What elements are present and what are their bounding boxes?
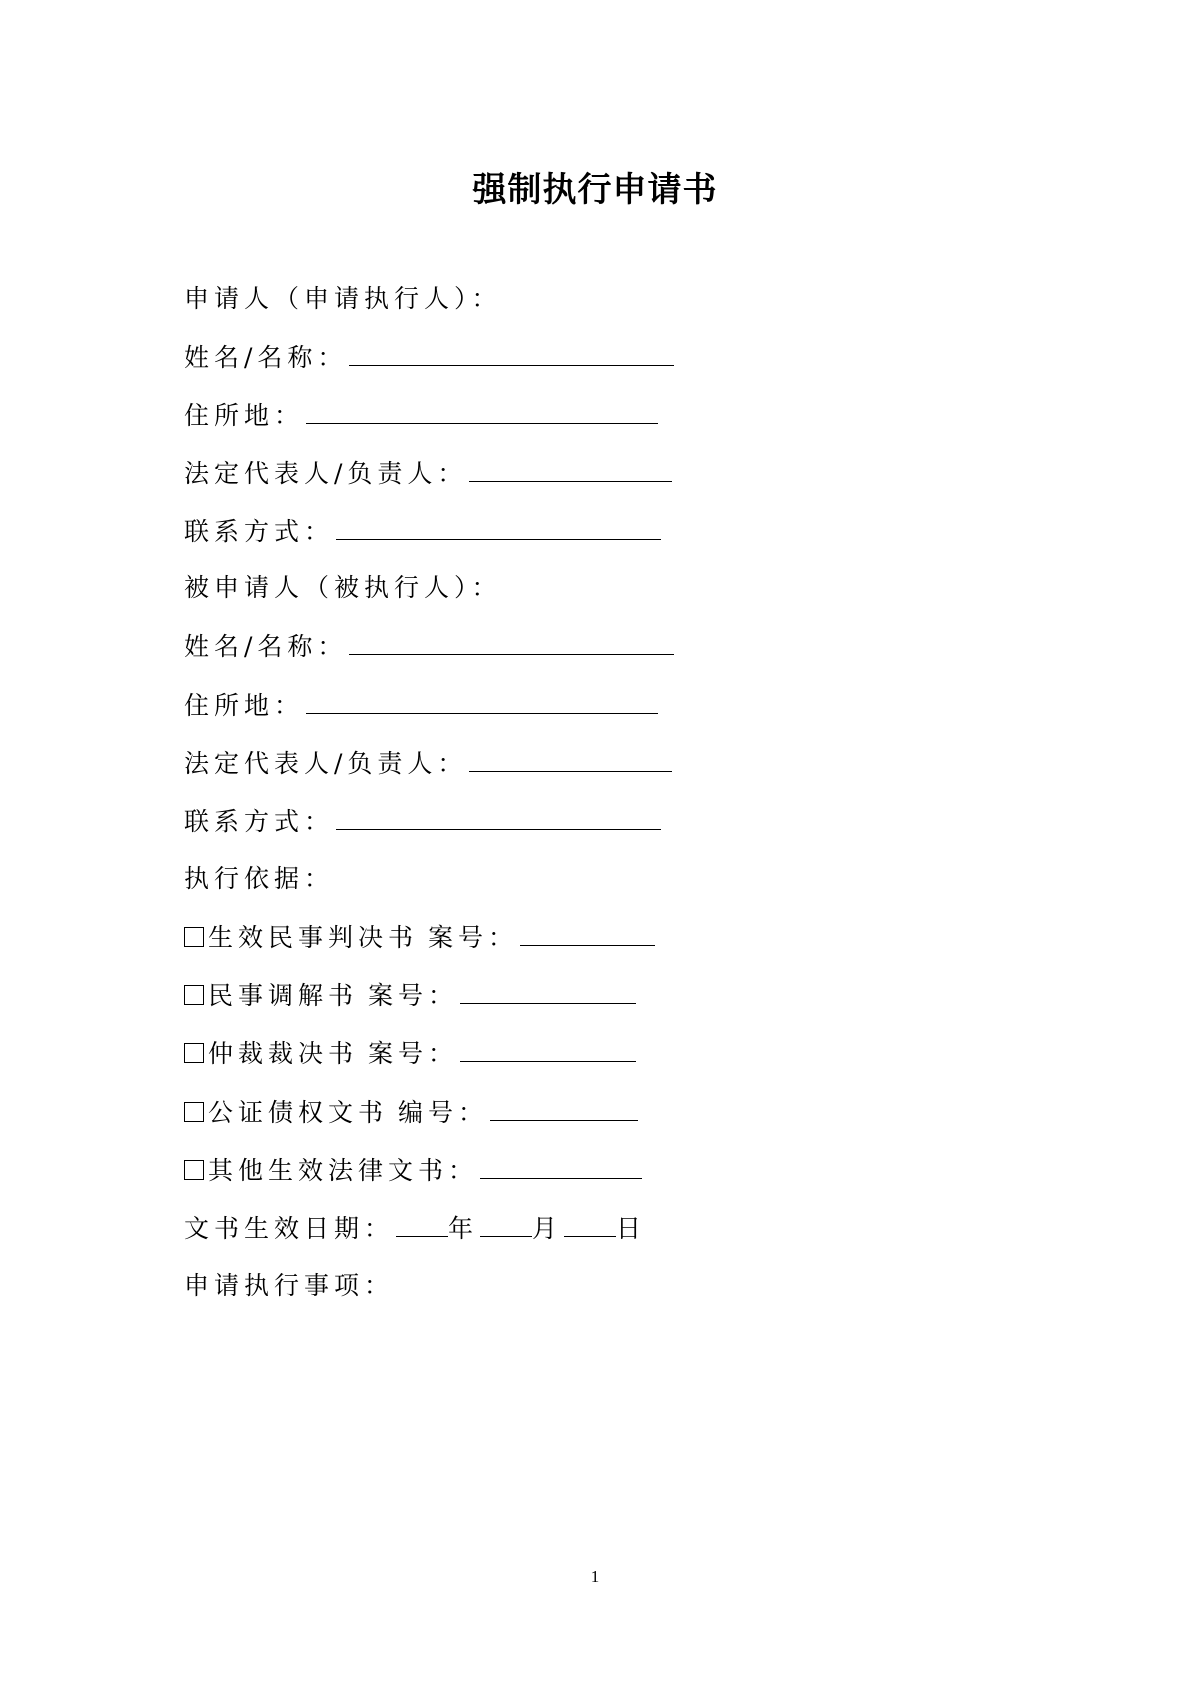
mediation-label: 民事调解书 (208, 981, 359, 1010)
page-number: 1 (590, 1567, 600, 1586)
arbitration-number-label: 案号： (368, 1039, 459, 1068)
other-label: 其他生效法律文书： (208, 1156, 479, 1185)
respondent-legal-rep-field[interactable] (469, 745, 672, 772)
applicant-heading: 申请人（申请执行人）： (184, 284, 502, 313)
applicant-legal-rep-label: 法定代表人/负责人： (184, 459, 468, 488)
judgment-number-label: 案号： (428, 923, 519, 952)
respondent-legal-rep-row (184, 745, 672, 781)
other-number-field[interactable] (480, 1152, 642, 1179)
respondent-contact-label: 联系方式： (184, 807, 335, 836)
month-label: 月 (532, 1214, 563, 1243)
basis-option-arbitration (184, 1035, 636, 1071)
applicant-address-label: 住所地： (184, 401, 305, 430)
notarized-number-label: 编号： (398, 1098, 489, 1127)
mediation-number-label: 案号： (368, 981, 459, 1010)
effective-date-label: 文书生效日期： (184, 1214, 395, 1243)
document-title: 强制执行申请书 (472, 170, 718, 210)
respondent-name-field[interactable] (349, 628, 674, 655)
applicant-address-field[interactable] (306, 397, 658, 424)
applicant-contact-row (184, 513, 661, 549)
basis-option-mediation (184, 977, 636, 1013)
day-label: 日 (616, 1214, 647, 1243)
arbitration-checkbox[interactable] (184, 1043, 204, 1063)
respondent-contact-field[interactable] (336, 803, 661, 830)
mediation-checkbox[interactable] (184, 985, 204, 1005)
basis-option-judgment (184, 919, 655, 955)
effective-date-row (184, 1210, 646, 1246)
notarized-label: 公证债权文书 (208, 1098, 389, 1127)
mediation-number-field[interactable] (460, 977, 636, 1004)
applicant-name-field[interactable] (349, 339, 674, 366)
notarized-number-field[interactable] (490, 1094, 638, 1121)
judgment-label: 生效民事判决书 (208, 923, 419, 952)
judgment-number-field[interactable] (520, 919, 655, 946)
year-label: 年 (448, 1214, 479, 1243)
month-field[interactable] (480, 1210, 532, 1237)
arbitration-label: 仲裁裁决书 (208, 1039, 359, 1068)
applicant-legal-rep-row (184, 455, 672, 491)
respondent-address-row (184, 687, 658, 723)
respondent-contact-row (184, 803, 661, 839)
respondent-legal-rep-label: 法定代表人/负责人： (184, 749, 468, 778)
respondent-address-label: 住所地： (184, 691, 305, 720)
applicant-contact-field[interactable] (336, 513, 661, 540)
matters-heading: 申请执行事项： (184, 1271, 395, 1300)
respondent-address-field[interactable] (306, 687, 658, 714)
basis-heading: 执行依据： (184, 864, 335, 893)
respondent-heading: 被申请人（被执行人）： (184, 573, 502, 602)
judgment-checkbox[interactable] (184, 927, 204, 947)
respondent-name-row (184, 628, 674, 664)
applicant-name-label: 姓名/名称： (184, 343, 348, 372)
applicant-address-row (184, 397, 658, 433)
day-field[interactable] (564, 1210, 616, 1237)
year-field[interactable] (396, 1210, 448, 1237)
applicant-contact-label: 联系方式： (184, 517, 335, 546)
notarized-checkbox[interactable] (184, 1102, 204, 1122)
respondent-name-label: 姓名/名称： (184, 632, 348, 661)
applicant-legal-rep-field[interactable] (469, 455, 672, 482)
applicant-name-row (184, 339, 674, 375)
basis-option-other (184, 1152, 642, 1188)
arbitration-number-field[interactable] (460, 1035, 636, 1062)
basis-option-notarized (184, 1094, 638, 1130)
other-checkbox[interactable] (184, 1160, 204, 1180)
